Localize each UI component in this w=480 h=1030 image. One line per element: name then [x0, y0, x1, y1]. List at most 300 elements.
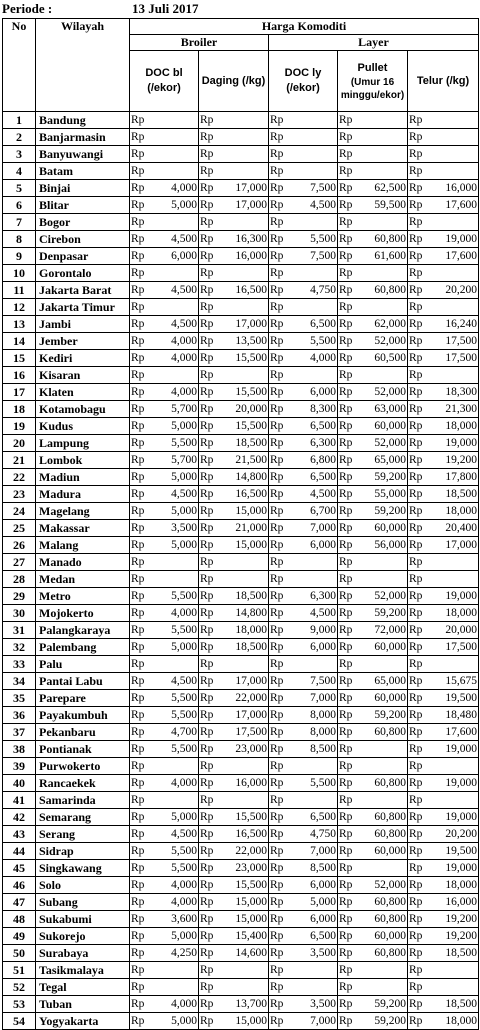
currency-label: Rp — [409, 998, 423, 1010]
table-row — [3, 690, 479, 707]
row-wilayah: Rancaekek — [36, 775, 130, 792]
row-wilayah: Manado — [36, 554, 130, 571]
currency-label: Rp — [409, 216, 423, 228]
currency-label: Rp — [339, 505, 353, 517]
currency-label: Rp — [131, 879, 145, 891]
currency-label: Rp — [270, 369, 284, 381]
cell-doc-ly — [269, 435, 338, 452]
cell-telur — [408, 435, 479, 452]
currency-label: Rp — [409, 862, 423, 874]
cell-telur — [408, 282, 479, 299]
cell-daging — [199, 792, 269, 809]
cell-telur — [408, 673, 479, 690]
currency-label: Rp — [131, 471, 145, 483]
table-row — [3, 129, 479, 146]
row-number: 14 — [3, 333, 36, 350]
row-number: 28 — [3, 571, 36, 588]
currency-label: Rp — [409, 896, 423, 908]
price-value: 59,200 — [374, 505, 406, 517]
price-value: 18,000 — [445, 420, 478, 432]
cell-doc-bl — [130, 945, 199, 962]
currency-label: Rp — [131, 947, 145, 959]
price-value: 18,500 — [235, 641, 267, 653]
currency-label: Rp — [270, 777, 284, 789]
cell-doc-bl — [130, 129, 199, 146]
cell-doc-ly — [269, 690, 338, 707]
currency-label: Rp — [200, 743, 214, 755]
currency-label: Rp — [200, 199, 214, 211]
cell-pullet — [338, 163, 408, 180]
currency-label: Rp — [131, 318, 145, 330]
currency-label: Rp — [339, 284, 353, 296]
currency-label: Rp — [200, 760, 214, 772]
row-number: 31 — [3, 622, 36, 639]
cell-doc-bl — [130, 435, 199, 452]
row-wilayah: Sukabumi — [36, 911, 130, 928]
row-number: 25 — [3, 520, 36, 537]
cell-daging — [199, 758, 269, 775]
period-header — [2, 0, 478, 18]
cell-pullet — [338, 996, 408, 1013]
cell-telur — [408, 146, 479, 163]
price-value: 16,000 — [445, 896, 478, 908]
row-wilayah: Subang — [36, 894, 130, 911]
table-row — [3, 214, 479, 231]
currency-label: Rp — [200, 539, 214, 551]
cell-telur — [408, 231, 479, 248]
price-value: 5,500 — [171, 845, 197, 857]
currency-label: Rp — [131, 624, 145, 636]
currency-label: Rp — [339, 641, 353, 653]
table-row — [3, 265, 479, 282]
cell-doc-bl — [130, 911, 199, 928]
price-value: 17,500 — [445, 352, 478, 364]
cell-doc-bl — [130, 1013, 199, 1030]
row-number: 32 — [3, 639, 36, 656]
currency-label: Rp — [339, 590, 353, 602]
price-value: 19,200 — [445, 913, 478, 925]
currency-label: Rp — [270, 165, 284, 177]
cell-daging — [199, 401, 269, 418]
cell-doc-bl — [130, 894, 199, 911]
table-row — [3, 622, 479, 639]
row-wilayah: Tasikmalaya — [36, 962, 130, 979]
cell-telur — [408, 724, 479, 741]
currency-label: Rp — [270, 131, 284, 143]
cell-doc-ly — [269, 605, 338, 622]
row-wilayah: Binjai — [36, 180, 130, 197]
currency-label: Rp — [200, 794, 214, 806]
currency-label: Rp — [200, 692, 214, 704]
cell-telur — [408, 248, 479, 265]
row-number: 53 — [3, 996, 36, 1013]
currency-label: Rp — [200, 879, 214, 891]
cell-telur — [408, 554, 479, 571]
currency-label: Rp — [270, 607, 284, 619]
cell-daging — [199, 860, 269, 877]
currency-label: Rp — [270, 556, 284, 568]
currency-label: Rp — [339, 403, 353, 415]
price-value: 5,000 — [171, 505, 197, 517]
currency-label: Rp — [409, 199, 423, 211]
row-wilayah: Palembang — [36, 639, 130, 656]
cell-telur — [408, 401, 479, 418]
price-value: 5,500 — [171, 862, 197, 874]
cell-doc-ly — [269, 860, 338, 877]
cell-doc-bl — [130, 673, 199, 690]
cell-daging — [199, 180, 269, 197]
currency-label: Rp — [270, 930, 284, 942]
currency-label: Rp — [131, 386, 145, 398]
currency-label: Rp — [200, 998, 214, 1010]
currency-label: Rp — [409, 318, 423, 330]
row-wilayah: Palangkaraya — [36, 622, 130, 639]
price-value: 8,000 — [310, 726, 336, 738]
currency-label: Rp — [409, 573, 423, 585]
cell-doc-bl — [130, 163, 199, 180]
currency-label: Rp — [270, 284, 284, 296]
cell-pullet — [338, 367, 408, 384]
header-daging: Daging (/kg) — [199, 51, 269, 112]
currency-label: Rp — [409, 879, 423, 891]
currency-label: Rp — [339, 896, 353, 908]
cell-doc-bl — [130, 656, 199, 673]
cell-pullet — [338, 809, 408, 826]
cell-doc-bl — [130, 622, 199, 639]
price-value: 59,200 — [374, 998, 406, 1010]
cell-telur — [408, 163, 479, 180]
cell-doc-ly — [269, 537, 338, 554]
price-value: 18,000 — [445, 879, 478, 891]
currency-label: Rp — [270, 879, 284, 891]
currency-label: Rp — [131, 216, 145, 228]
row-number: 47 — [3, 894, 36, 911]
cell-daging — [199, 520, 269, 537]
cell-daging — [199, 588, 269, 605]
table-row — [3, 809, 479, 826]
price-value: 15,000 — [235, 539, 267, 551]
cell-telur — [408, 928, 479, 945]
currency-label: Rp — [131, 267, 145, 279]
cell-doc-bl — [130, 180, 199, 197]
price-value: 5,000 — [171, 199, 197, 211]
price-value: 6,000 — [310, 879, 336, 891]
table-row — [3, 571, 479, 588]
row-number: 24 — [3, 503, 36, 520]
cell-doc-bl — [130, 707, 199, 724]
cell-doc-ly — [269, 962, 338, 979]
cell-pullet — [338, 469, 408, 486]
currency-label: Rp — [270, 811, 284, 823]
cell-telur — [408, 469, 479, 486]
currency-label: Rp — [339, 454, 353, 466]
price-value: 16,240 — [445, 318, 478, 330]
currency-label: Rp — [200, 505, 214, 517]
cell-pullet — [338, 537, 408, 554]
row-wilayah: Jakarta Barat — [36, 282, 130, 299]
cell-telur — [408, 1013, 479, 1030]
row-number: 3 — [3, 146, 36, 163]
cell-daging — [199, 231, 269, 248]
price-value: 5,000 — [171, 420, 197, 432]
table-row — [3, 707, 479, 724]
currency-label: Rp — [409, 964, 423, 976]
cell-doc-bl — [130, 809, 199, 826]
cell-doc-bl — [130, 146, 199, 163]
currency-label: Rp — [270, 845, 284, 857]
price-value: 4,000 — [171, 896, 197, 908]
price-value: 23,000 — [235, 862, 267, 874]
price-value: 4,500 — [310, 607, 336, 619]
cell-doc-bl — [130, 231, 199, 248]
price-value: 13,500 — [235, 335, 267, 347]
table-row — [3, 843, 479, 860]
currency-label: Rp — [200, 556, 214, 568]
currency-label: Rp — [200, 590, 214, 602]
currency-label: Rp — [270, 352, 284, 364]
header-pullet — [338, 51, 408, 112]
row-wilayah: Cirebon — [36, 231, 130, 248]
price-value: 4,700 — [171, 726, 197, 738]
cell-doc-bl — [130, 299, 199, 316]
price-value: 59,200 — [374, 709, 406, 721]
price-value: 17,000 — [445, 539, 478, 551]
price-value: 60,000 — [374, 692, 406, 704]
price-value: 18,000 — [445, 607, 478, 619]
currency-label: Rp — [270, 624, 284, 636]
row-number: 44 — [3, 843, 36, 860]
table-row — [3, 282, 479, 299]
price-value: 16,000 — [445, 182, 478, 194]
cell-daging — [199, 622, 269, 639]
currency-label: Rp — [339, 658, 353, 670]
cell-doc-bl — [130, 503, 199, 520]
cell-pullet — [338, 452, 408, 469]
table-row — [3, 333, 479, 350]
currency-label: Rp — [131, 488, 145, 500]
cell-telur — [408, 384, 479, 401]
cell-telur — [408, 537, 479, 554]
price-value: 17,000 — [235, 709, 267, 721]
price-value: 4,000 — [171, 879, 197, 891]
currency-label: Rp — [131, 709, 145, 721]
price-value: 4,250 — [171, 947, 197, 959]
price-value: 15,500 — [235, 420, 267, 432]
row-number: 17 — [3, 384, 36, 401]
price-value: 3,600 — [171, 913, 197, 925]
row-number: 4 — [3, 163, 36, 180]
row-wilayah: Madura — [36, 486, 130, 503]
price-value: 3,500 — [310, 998, 336, 1010]
currency-label: Rp — [409, 250, 423, 262]
cell-daging — [199, 843, 269, 860]
price-value: 60,000 — [374, 522, 406, 534]
currency-label: Rp — [131, 743, 145, 755]
currency-label: Rp — [409, 335, 423, 347]
cell-doc-bl — [130, 979, 199, 996]
price-value: 15,400 — [235, 930, 267, 942]
currency-label: Rp — [409, 743, 423, 755]
price-value: 60,800 — [374, 896, 406, 908]
cell-telur — [408, 877, 479, 894]
currency-label: Rp — [200, 675, 214, 687]
period-date: 13 Juli 2017 — [132, 1, 199, 16]
cell-doc-bl — [130, 843, 199, 860]
cell-doc-ly — [269, 146, 338, 163]
cell-doc-bl — [130, 333, 199, 350]
cell-daging — [199, 605, 269, 622]
cell-pullet — [338, 588, 408, 605]
currency-label: Rp — [409, 709, 423, 721]
cell-doc-ly — [269, 265, 338, 282]
currency-label: Rp — [409, 233, 423, 245]
currency-label: Rp — [131, 930, 145, 942]
price-value: 6,700 — [310, 505, 336, 517]
cell-pullet — [338, 418, 408, 435]
table-row — [3, 741, 479, 758]
cell-doc-ly — [269, 231, 338, 248]
price-value: 15,675 — [445, 675, 478, 687]
row-wilayah: Sidrap — [36, 843, 130, 860]
price-value: 6,300 — [310, 590, 336, 602]
currency-label: Rp — [131, 284, 145, 296]
cell-doc-ly — [269, 418, 338, 435]
cell-daging — [199, 571, 269, 588]
cell-pullet — [338, 316, 408, 333]
currency-label: Rp — [409, 539, 423, 551]
table-row — [3, 758, 479, 775]
cell-doc-bl — [130, 452, 199, 469]
cell-telur — [408, 180, 479, 197]
currency-label: Rp — [200, 896, 214, 908]
price-value: 15,000 — [235, 913, 267, 925]
cell-daging — [199, 877, 269, 894]
row-wilayah: Tegal — [36, 979, 130, 996]
currency-label: Rp — [131, 539, 145, 551]
cell-doc-ly — [269, 180, 338, 197]
cell-telur — [408, 418, 479, 435]
row-wilayah: Jember — [36, 333, 130, 350]
row-wilayah: Jakarta Timur — [36, 299, 130, 316]
price-value: 5,000 — [171, 930, 197, 942]
cell-daging — [199, 146, 269, 163]
row-number: 22 — [3, 469, 36, 486]
table-row — [3, 163, 479, 180]
cell-telur — [408, 860, 479, 877]
price-value: 15,500 — [235, 879, 267, 891]
table-row — [3, 1013, 479, 1030]
currency-label: Rp — [339, 114, 353, 126]
currency-label: Rp — [131, 131, 145, 143]
cell-telur — [408, 316, 479, 333]
currency-label: Rp — [339, 981, 353, 993]
currency-label: Rp — [339, 318, 353, 330]
table-row — [3, 469, 479, 486]
cell-daging — [199, 775, 269, 792]
currency-label: Rp — [270, 301, 284, 313]
price-value: 5,500 — [171, 692, 197, 704]
table-row — [3, 588, 479, 605]
period-label: Periode : — [2, 1, 53, 16]
currency-label: Rp — [270, 658, 284, 670]
price-value: 14,800 — [235, 471, 267, 483]
row-wilayah: Magelang — [36, 503, 130, 520]
price-value: 4,500 — [171, 675, 197, 687]
cell-doc-ly — [269, 367, 338, 384]
cell-telur — [408, 503, 479, 520]
currency-label: Rp — [270, 505, 284, 517]
price-value: 60,800 — [374, 947, 406, 959]
table-row — [3, 911, 479, 928]
currency-label: Rp — [131, 726, 145, 738]
currency-label: Rp — [409, 114, 423, 126]
currency-label: Rp — [409, 658, 423, 670]
price-value: 4,000 — [171, 777, 197, 789]
cell-pullet — [338, 622, 408, 639]
price-value: 4,000 — [171, 607, 197, 619]
currency-label: Rp — [131, 352, 145, 364]
cell-doc-ly — [269, 809, 338, 826]
header-wilayah: Wilayah — [36, 19, 130, 112]
cell-doc-bl — [130, 384, 199, 401]
cell-doc-bl — [130, 418, 199, 435]
price-value: 5,700 — [171, 403, 197, 415]
currency-label: Rp — [131, 165, 145, 177]
header-harga-komoditi: Harga Komoditi — [130, 19, 479, 35]
row-number: 39 — [3, 758, 36, 775]
currency-label: Rp — [131, 369, 145, 381]
price-value: 5,500 — [310, 335, 336, 347]
row-number: 29 — [3, 588, 36, 605]
price-value: 4,000 — [171, 335, 197, 347]
cell-doc-bl — [130, 826, 199, 843]
cell-pullet — [338, 673, 408, 690]
currency-label: Rp — [270, 947, 284, 959]
cell-pullet — [338, 248, 408, 265]
row-wilayah: Purwokerto — [36, 758, 130, 775]
table-row — [3, 316, 479, 333]
table-row — [3, 639, 479, 656]
currency-label: Rp — [200, 913, 214, 925]
currency-label: Rp — [131, 862, 145, 874]
currency-label: Rp — [131, 692, 145, 704]
row-wilayah: Makassar — [36, 520, 130, 537]
price-value: 52,000 — [374, 590, 406, 602]
cell-daging — [199, 911, 269, 928]
price-value: 19,000 — [445, 777, 478, 789]
row-wilayah: Sukorejo — [36, 928, 130, 945]
cell-telur — [408, 843, 479, 860]
table-row — [3, 826, 479, 843]
currency-label: Rp — [131, 182, 145, 194]
row-wilayah: Medan — [36, 571, 130, 588]
cell-pullet — [338, 860, 408, 877]
cell-daging — [199, 690, 269, 707]
currency-label: Rp — [339, 845, 353, 857]
currency-label: Rp — [131, 556, 145, 568]
currency-label: Rp — [409, 981, 423, 993]
cell-doc-ly — [269, 741, 338, 758]
row-number: 5 — [3, 180, 36, 197]
price-value: 6,000 — [310, 539, 336, 551]
currency-label: Rp — [200, 607, 214, 619]
cell-doc-ly — [269, 775, 338, 792]
table-row — [3, 554, 479, 571]
price-value: 21,500 — [235, 454, 267, 466]
price-value: 4,500 — [171, 318, 197, 330]
cell-doc-bl — [130, 401, 199, 418]
price-value: 17,500 — [445, 335, 478, 347]
